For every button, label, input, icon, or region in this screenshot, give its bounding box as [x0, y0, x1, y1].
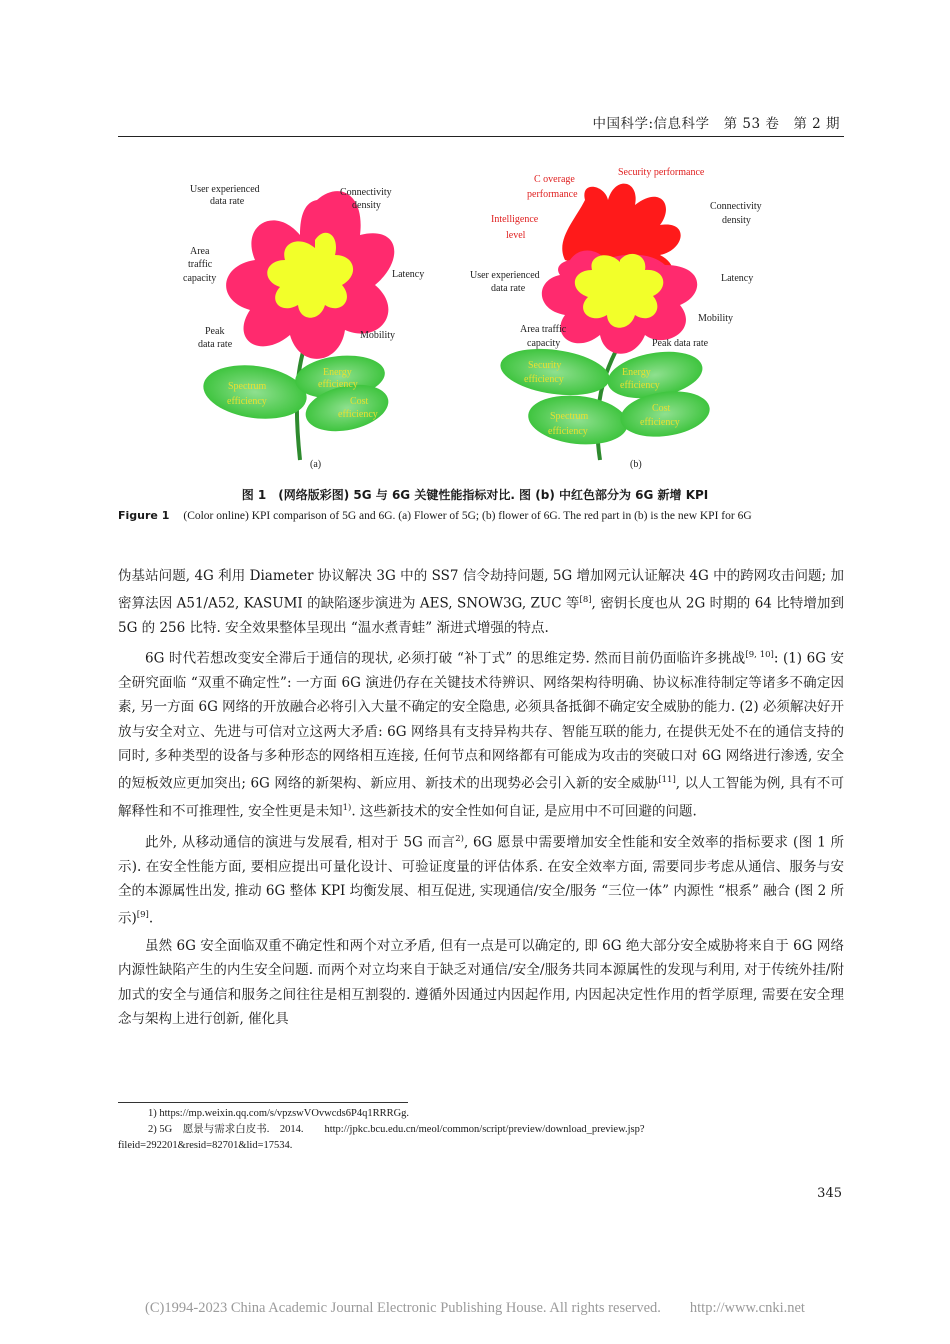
footnote-2-continued[interactable]: fileid=292201&resid=82701&lid=17534. — [118, 1140, 293, 1151]
label-b-user-experienced: User experienced — [470, 270, 540, 281]
p3-end: . — [148, 910, 154, 927]
header-rule — [118, 136, 844, 137]
figure-caption-label: Figure 1 — [118, 509, 170, 522]
label-a-latency: Latency — [392, 269, 425, 280]
leaf-label-b-efficiency-1: efficiency — [524, 374, 564, 385]
figure-caption-text: (Color online) KPI comparison of 5G and 6G. (a) Flower of 5G; (b) flower of 6G. The red part in (b) is the new KPI for 6G — [183, 510, 752, 522]
volume: 第 53 卷 — [723, 116, 780, 132]
running-header — [593, 112, 841, 132]
label-b-data-rate: data rate — [491, 283, 526, 294]
label-b-area-traffic: Area traffic — [520, 324, 567, 335]
issue: 第 2 期 — [793, 116, 840, 132]
p2-text-c: , 以人工智能为例, 具有不可解释性和不可推理性, 安全性更是未知 — [118, 775, 844, 820]
p2-ref-2[interactable]: [11] — [658, 775, 676, 786]
label-a-data-rate: data rate — [210, 196, 245, 207]
leaf-label-b-security: Security — [528, 360, 562, 371]
label-b-coverage: C overage — [534, 174, 575, 185]
footnote-rule — [118, 1102, 408, 1103]
label-b-connectivity: Connectivity — [710, 201, 762, 212]
flower-a — [183, 184, 424, 470]
flower-b — [470, 167, 762, 470]
p2-text-d: . 这些新技术的安全性如何自证, 是应用中不可回避的问题. — [351, 803, 697, 820]
p3-footnote-mark[interactable]: 2) — [455, 833, 464, 844]
leaf-label-b-efficiency-3: efficiency — [548, 426, 588, 437]
leaf-label-a-efficiency-3: efficiency — [338, 409, 378, 420]
copyright-line: (C)1994-2023 China Academic Journal Electronic Publishing House. All rights reserved. http://www.cnki.net — [145, 1300, 805, 1316]
label-b-intelligence: Intelligence — [491, 214, 539, 225]
page-number: 345 — [817, 1186, 842, 1201]
p2-text-b: : (1) 6G 安全研究面临 “双重不确定性”: 一方面 6G 演进仍存在关键技术待辨识、网络架构待明确、协议标准待制定等诸多不确定因素, 另一方面 6G 网络的开放融合必将引入大量不确定的安全隐患, 必须具备抵御不确定安全威胁的能力. (2) 必须解决好开放与安全对立、先进与可信对立这两大矛盾: 6G 网络具有支持异构共存、智能互联的能力, 在提供无处不在的通信支持的同时, 多种类型的设备与多种形态的网络相互连接, 任何节点和网络都有可能成为攻击的突破口对 6G 网络进行渗透, 安全的短板效应更加突出; 6G 网络的新架构、新应用、新技术的出现势必会引入新的安全威胁 — [118, 650, 845, 792]
p2-footnote-mark[interactable]: 1) — [342, 803, 352, 814]
p2-ref-1[interactable]: [9, 10] — [745, 650, 774, 661]
label-a-connectivity: Connectivity — [340, 187, 392, 198]
label-b-peak-data-rate: Peak data rate — [652, 338, 709, 349]
paragraph-3 — [118, 827, 844, 931]
p3-text-a: 此外, 从移动通信的演进与发展看, 相对于 5G 而言 — [145, 834, 456, 851]
leaf-label-a-cost: Cost — [350, 396, 369, 407]
label-b-latency: Latency — [721, 273, 754, 284]
label-a-user-experienced: User experienced — [190, 184, 260, 195]
leaf-label-a-spectrum: Spectrum — [228, 381, 267, 392]
figure-caption-cn: 图 1 (网络版彩图) 5G 与 6G 关键性能指标对比. 图 (b) 中红色部分为 6G 新增 KPI — [241, 488, 709, 502]
label-a-density: density — [352, 200, 381, 211]
footnote-1[interactable]: 1) https://mp.weixin.qq.com/s/vpzswVOvwcds6P4q1RRRGg. — [148, 1108, 410, 1119]
paragraph-2 — [118, 643, 844, 824]
label-b-coverage-performance: performance — [527, 189, 578, 200]
label-a-area: Area — [190, 246, 210, 257]
p1-end: , 密钥长度也从 2G 时期的 64 比特增加到 5G 的 256 比特. 安全效果整体呈现出 “温水煮青蛙” 渐进式增强的特点. — [118, 595, 844, 637]
figure-1 — [160, 160, 790, 480]
p1-text: 伪基站问题, 4G 利用 Diameter 协议解决 3G 中的 SS7 信令劫持问题, 5G 增加网元认证解决 4G 中的跨网攻击问题; 加密算法因 A51/A52, KASUMI 的缺陷逐步演进为 AES, SNOW3G, ZUC 等 — [118, 568, 844, 612]
label-b-security-performance: Security performance — [618, 167, 705, 178]
label-b-capacity: capacity — [527, 338, 561, 349]
p3-text-b: , 6G 愿景中需要增加安全性能和安全效率的指标要求 (图 1 所示). 在安全性能方面, 要相应提出可量化设计、可验证度量的评估体系. 在安全效率方面, 需要同步考虑从通信、服务与安全的本源属性出发, 推动 6G 整体 KPI 均衡发展、相互促进, 实现通信/安全/服务 “三位一体” 内源性 “根系” 融合 (图 2 所示) — [118, 834, 844, 927]
label-a-peak: Peak — [205, 326, 225, 337]
body-text — [118, 564, 844, 1031]
label-b-level: level — [506, 230, 526, 241]
figure-caption-en — [118, 508, 846, 524]
tag-b: (b) — [630, 459, 642, 470]
leaf-label-b-spectrum: Spectrum — [550, 411, 589, 422]
leaf-label-a-efficiency-2: efficiency — [318, 379, 358, 390]
journal-name: 中国科学:信息科学 — [592, 116, 710, 132]
paragraph-1 — [118, 564, 844, 640]
footnote-2[interactable]: 2) 5G 愿景与需求白皮书. 2014. http://jpkc.bcu.edu.cn/meol/common/script/preview/download_preview.jsp? — [148, 1124, 645, 1135]
figure-1-svg — [160, 160, 790, 480]
label-a-mobility: Mobility — [360, 330, 396, 341]
leaf-label-b-cost: Cost — [652, 403, 671, 414]
leaf-spectrum-a — [200, 359, 310, 425]
leaf-label-b-efficiency-4: efficiency — [640, 417, 680, 428]
p3-ref[interactable]: [9] — [136, 910, 149, 921]
leaf-security-b — [497, 343, 612, 402]
leaf-label-b-energy: Energy — [622, 367, 651, 378]
label-a-peak-data-rate: data rate — [198, 339, 233, 350]
label-b-density: density — [722, 215, 751, 226]
label-a-capacity: capacity — [183, 273, 217, 284]
leaf-label-b-efficiency-2: efficiency — [620, 380, 660, 391]
leaf-label-a-energy: Energy — [323, 367, 352, 378]
paragraph-4: 虽然 6G 安全面临双重不确定性和两个对立矛盾, 但有一点是可以确定的, 即 6G 绝大部分安全威胁将来自于 6G 网络内源性缺陷产生的内生安全问题. 而两个对立均来自于缺乏对通信/安全/服务共同本源属性的发现与利用, 对于传统外挂/附加式的安全与通信和服务之间往往是相互割裂的. 遵循外因通过内因起作用, 内因起决定性作用的哲学原理, 需要在安全理念与架构上进行创新, 催化具 — [118, 938, 844, 1028]
p1-ref[interactable]: [8] — [579, 595, 592, 606]
label-b-mobility: Mobility — [698, 313, 734, 324]
p2-text-a: 6G 时代若想改变安全滞后于通信的现状, 必须打破 “补丁式” 的思维定势. 然而目前仍面临许多挑战 — [145, 650, 746, 667]
label-a-traffic: traffic — [188, 259, 213, 270]
tag-a: (a) — [310, 459, 322, 470]
leaf-label-a-efficiency-1: efficiency — [227, 396, 267, 407]
footnotes — [118, 1106, 844, 1154]
